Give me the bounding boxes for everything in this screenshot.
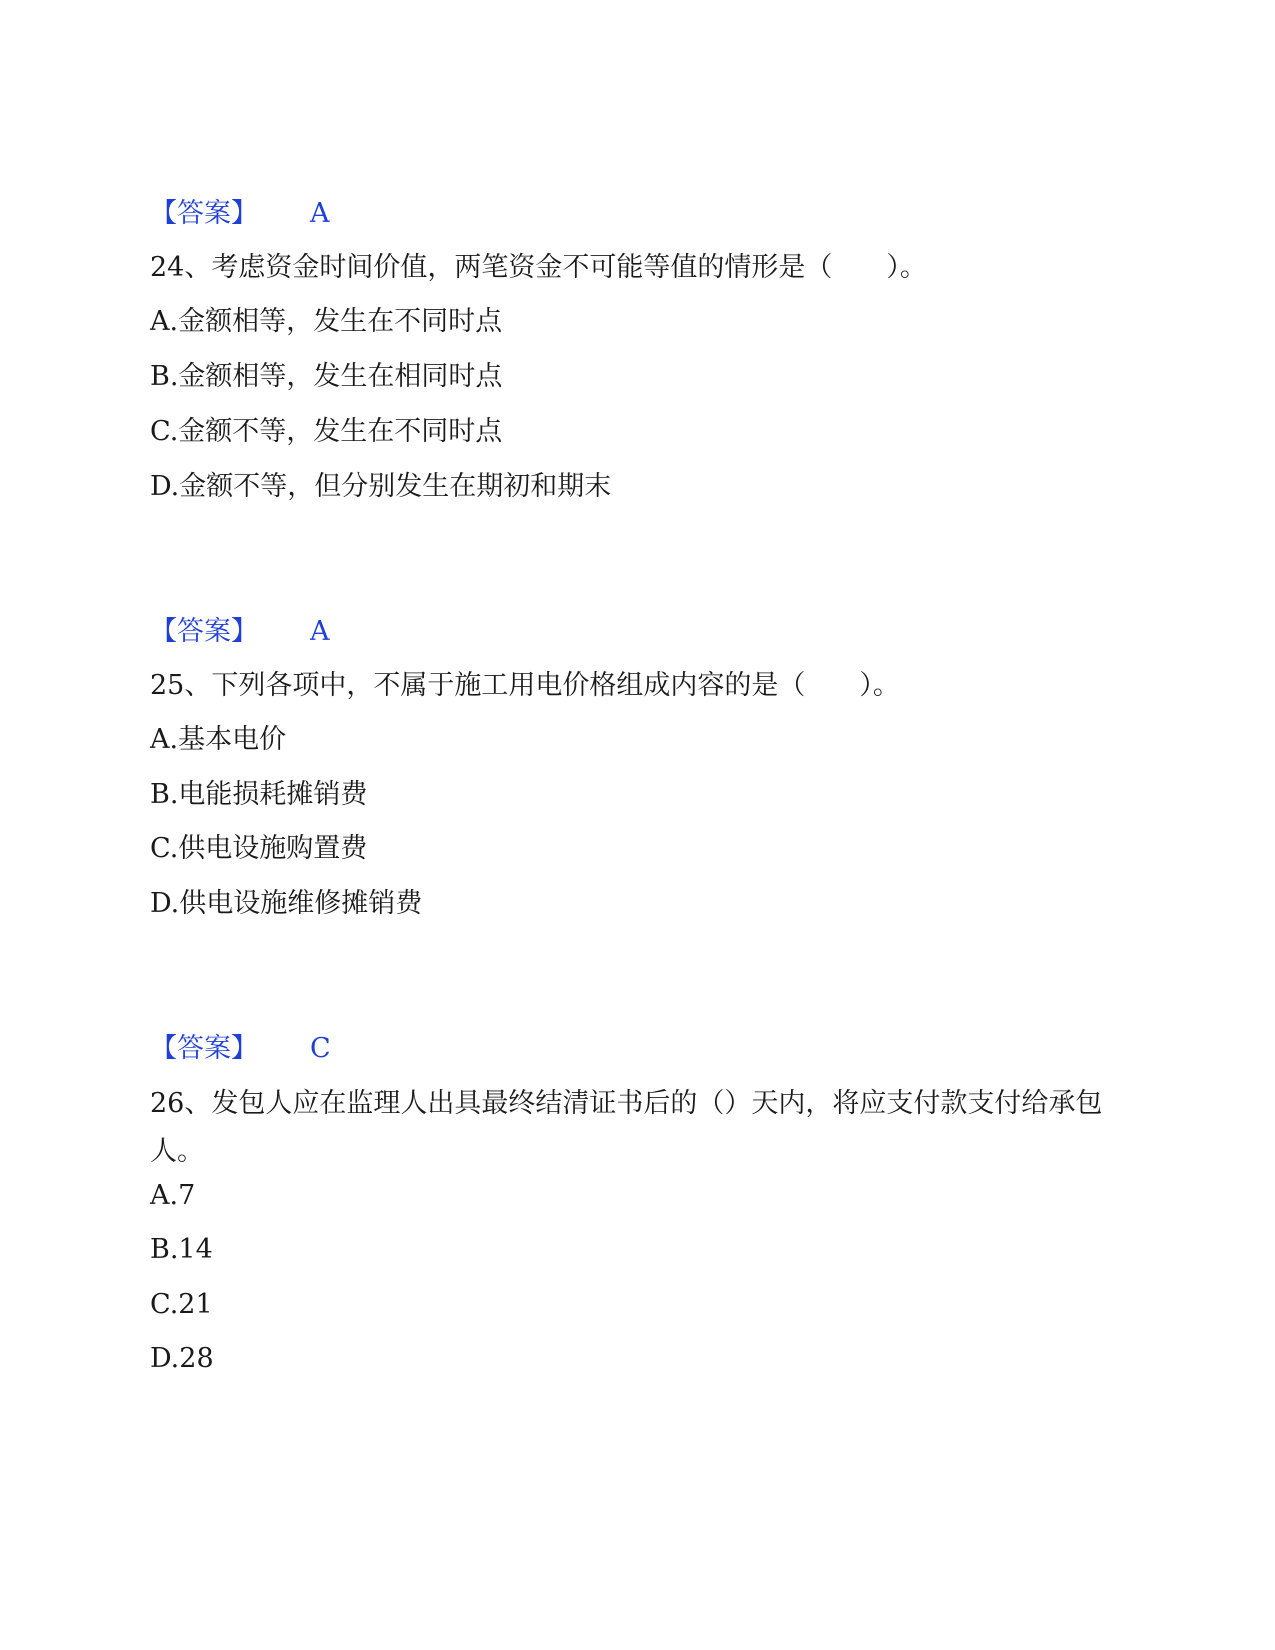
answer-label: 【答案】	[150, 616, 258, 647]
answer-line-24	[150, 614, 330, 650]
answer-line-23	[150, 196, 330, 232]
answer-value: A	[310, 616, 330, 647]
option-26-b: B.14	[150, 1234, 213, 1265]
option-25-a: A.基本电价	[150, 724, 287, 755]
option-24-b: B.金额相等，发生在相同时点	[150, 361, 503, 392]
answer-value: C	[310, 1033, 331, 1064]
question-24: 24、考虑资金时间价值，两笔资金不可能等值的情形是（ ）。	[150, 252, 927, 283]
option-26-d: D.28	[150, 1343, 214, 1374]
question-26: 26、发包人应在监理人出具最终结清证书后的（）天内，将应支付款支付给承包人。	[150, 1088, 1103, 1167]
answer-line-25	[150, 1031, 331, 1067]
option-25-c: C.供电设施购置费	[150, 833, 368, 864]
option-25-d: D.供电设施维修摊销费	[150, 888, 423, 919]
answer-label: 【答案】	[150, 1033, 258, 1064]
answer-value: A	[310, 198, 330, 229]
option-25-b: B.电能损耗摊销费	[150, 779, 368, 810]
option-24-c: C.金额不等，发生在不同时点	[150, 416, 503, 447]
option-24-d: D.金额不等，但分别发生在期初和期末	[150, 471, 612, 502]
option-26-a: A.7	[150, 1180, 196, 1211]
option-26-c: C.21	[150, 1289, 213, 1320]
option-24-a: A.金额相等，发生在不同时点	[150, 306, 503, 337]
answer-label: 【答案】	[150, 198, 258, 229]
question-25: 25、下列各项中，不属于施工用电价格组成内容的是（ ）。	[150, 670, 900, 701]
